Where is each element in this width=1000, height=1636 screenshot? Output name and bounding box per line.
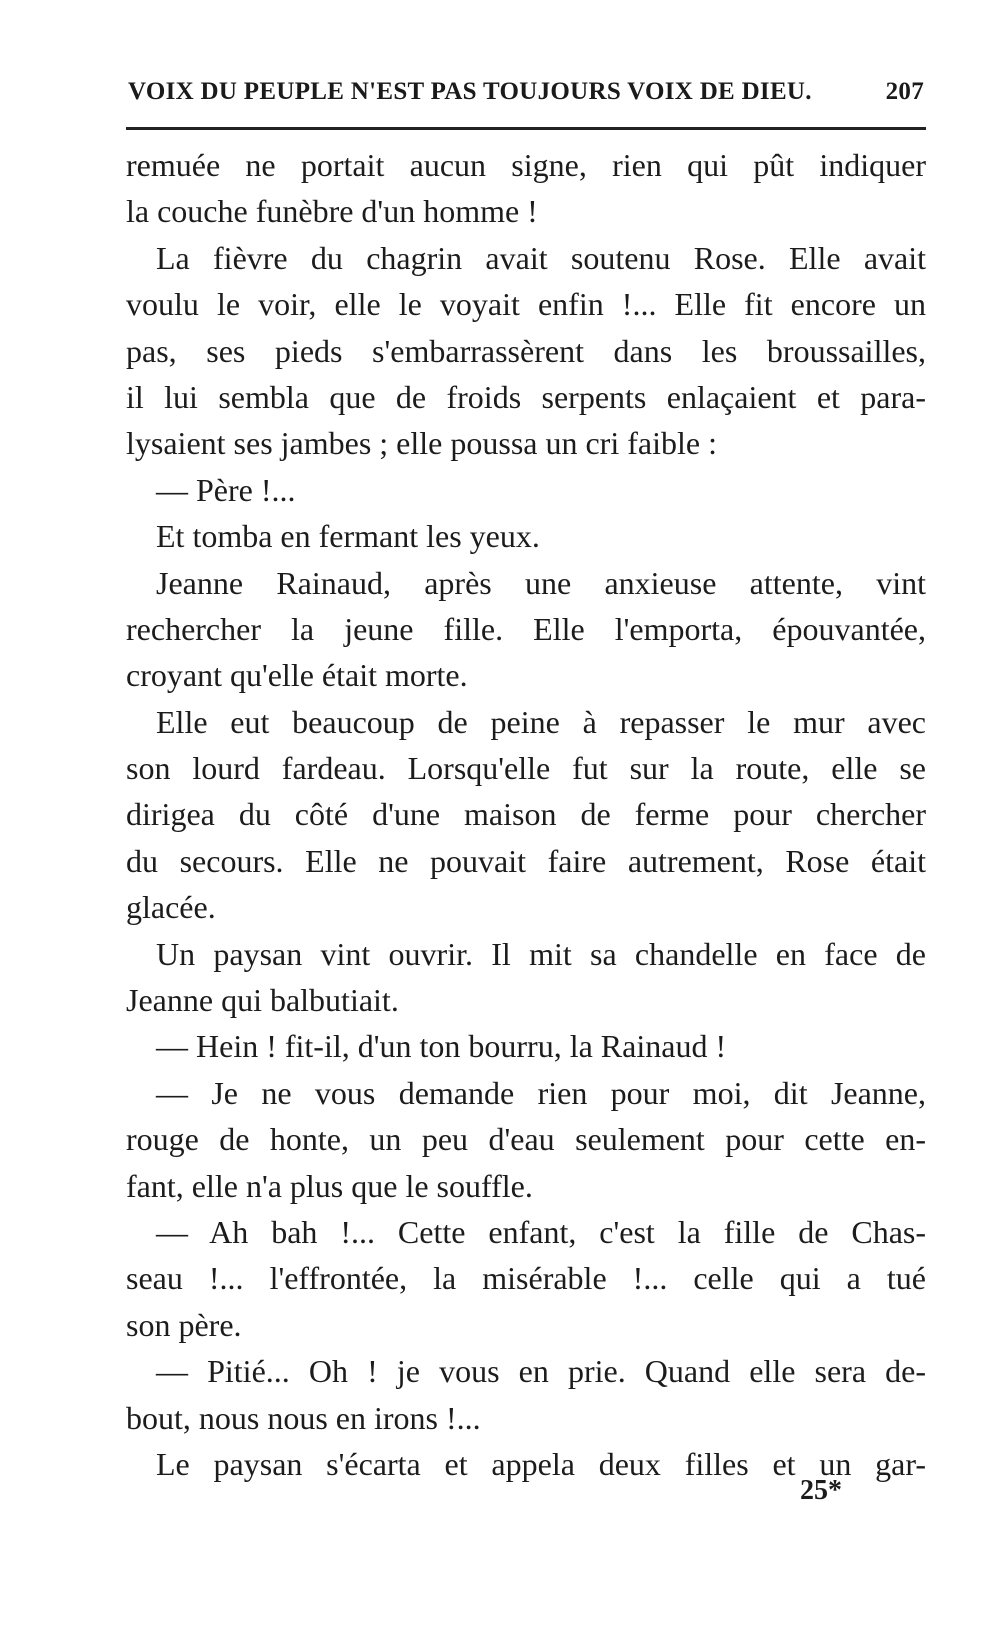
text-line: Le paysan s'écarta et appela deux filles et un gar- — [156, 1445, 926, 1482]
body-text — [126, 142, 926, 1487]
text-line: La fièvre du chagrin avait soutenu Rose. Elle avait — [156, 239, 926, 276]
text-line: Elle eut beaucoup de peine à repasser le mur avec — [156, 703, 926, 740]
text-line: son père. — [126, 1306, 242, 1343]
text-line: pas, ses pieds s'embarrassèrent dans les broussailles, — [126, 332, 926, 369]
text-line: la couche funèbre d'un homme ! — [126, 193, 538, 230]
text-line: Et tomba en fermant les yeux. — [156, 518, 540, 555]
running-head — [128, 78, 924, 106]
text-line: rouge de honte, un peu d'eau seulement pour cette en- — [126, 1121, 926, 1158]
text-line: voulu le voir, elle le voyait enfin !... Elle fit encore un — [126, 286, 926, 323]
text-line: son lourd fardeau. Lorsqu'elle fut sur la route, elle se — [126, 750, 926, 787]
text-line: il lui sembla que de froids serpents enlaçaient et para- — [126, 378, 926, 415]
running-title: VOIX DU PEUPLE N'EST PAS TOUJOURS VOIX DE DIEU. — [128, 78, 812, 105]
text-line: Jeanne Rainaud, après une anxieuse attente, vint — [156, 564, 926, 601]
text-line: rechercher la jeune fille. Elle l'emporta, épouvantée, — [126, 610, 926, 647]
text-line: — Hein ! fit-il, d'un ton bourru, la Rainaud ! — [156, 1028, 727, 1065]
text-line: — Père !... — [156, 471, 296, 508]
text-line: du secours. Elle ne pouvait faire autrement, Rose était — [126, 842, 926, 879]
signature-mark: 25* — [800, 1475, 842, 1506]
text-line: fant, elle n'a plus que le souffle. — [126, 1167, 533, 1204]
text-line: dirigea du côté d'une maison de ferme pour chercher — [126, 796, 926, 833]
text-line: Un paysan vint ouvrir. Il mit sa chandelle en face de — [156, 935, 926, 972]
text-line: lysaient ses jambes ; elle poussa un cri faible : — [126, 425, 717, 462]
page-number: 207 — [885, 78, 924, 105]
text-line: remuée ne portait aucun signe, rien qui pût indiquer — [126, 147, 926, 183]
text-line: croyant qu'elle était morte. — [126, 657, 468, 694]
text-line: bout, nous nous en irons !... — [126, 1399, 481, 1436]
text-line: seau !... l'effrontée, la misérable !... celle qui a tué — [126, 1260, 926, 1297]
text-line: Jeanne qui balbutiait. — [126, 982, 399, 1019]
text-line: glacée. — [126, 889, 216, 926]
text-line: — Je ne vous demande rien pour moi, dit Jeanne, — [156, 1074, 926, 1111]
text-line: — Pitié... Oh ! je vous en prie. Quand elle sera de- — [156, 1353, 926, 1390]
text-line: — Ah bah !... Cette enfant, c'est la fille de Chas- — [156, 1213, 926, 1250]
header-rule — [126, 127, 926, 130]
